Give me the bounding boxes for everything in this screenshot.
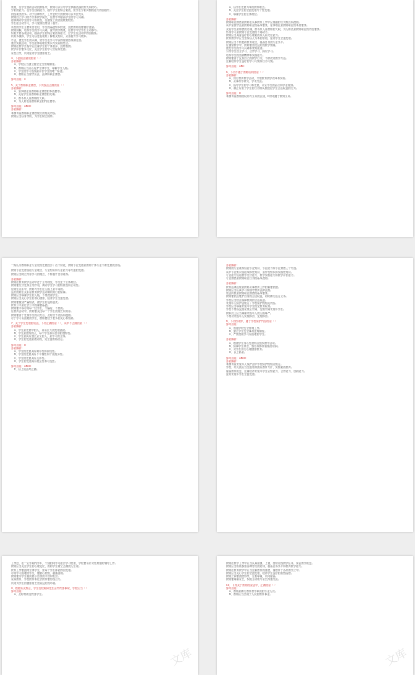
question-heading-line: 参考答案：C xyxy=(11,78,26,82)
document-page-1[interactable] xyxy=(2,0,198,237)
body-text-line: 的因素也很多。对于这种形式，工作量较大的教师可以考虑先从 xyxy=(11,12,84,16)
body-text-line: C、指导学生的学习和发展，评定学生的品行和学业成绩。 xyxy=(229,83,296,87)
body-text-line: 依法执教是教师职业道德的基本要求。 xyxy=(226,292,271,295)
body-text-line: 家庭教育、学校教育和社会教育要形成合力。 xyxy=(11,578,63,582)
body-text-line: 专业道德是教师职业行为的基本准则。 xyxy=(226,277,271,280)
body-text-line: 良好的师生关系是教育教学活动顺利进行的保障。 xyxy=(11,290,69,294)
body-text-line: 教师应当关心学生的全面发展，培养学生良好的思想品德。 xyxy=(226,571,294,575)
page-5-text xyxy=(11,562,189,671)
question-heading-line: 答案解析： xyxy=(226,282,239,286)
body-text-line: 教育公平是社会公平的重要基础。 xyxy=(11,303,50,307)
body-text-line: 学校不得违反国家规定开除、变相开除未成年学生。 xyxy=(226,308,286,312)
body-text-line: 教育教学中应当坚持以人为本的原则，促进学生全面发展。 xyxy=(226,37,294,41)
body-text-line: D、以上都是。 xyxy=(229,351,247,355)
body-text-line: D、学生的发展具有稳定性和可变性。 xyxy=(14,359,58,363)
body-text-line: 教学评价要多元化，关注学生的学习过程和发展。 xyxy=(11,48,69,52)
body-text-line: 教师自己学习的方式和教学模式，在教学中提高学生的学习兴趣。 xyxy=(11,15,87,19)
question-heading-line: 答案解析： xyxy=(11,60,24,63)
body-text-line: 在师生关系中，教师与学生在人格上是平等的。 xyxy=(11,287,66,291)
body-text-line: 通过实践活动，学生能够将理论知识与实际相结合。 xyxy=(11,41,71,45)
body-text-line: D、教师应当遵守宪法、法律和职业道德。 xyxy=(14,73,63,76)
body-text-line: 其中专业知识包括本体性知识、条件性知识和实践性知识。 xyxy=(226,270,294,274)
body-text-line: 教师应当尊重学生的人格，不得歧视学生。 xyxy=(11,294,61,297)
body-text-line: 不得对未成年人实施体罚、变相体罚。 xyxy=(226,314,271,318)
body-text-line: 积极开展各项活动，提高学生的综合素质和能力，让学生在活动中得到锻炼。 xyxy=(11,32,100,35)
question-heading-line: 参考答案：ABCD xyxy=(11,365,32,368)
body-text-line: 教师要尊重家长，积极主动地与家长沟通交流。 xyxy=(226,578,281,582)
body-text-line: 教师要善于反思自己的教学行为，不断改进教学方法。 xyxy=(226,56,289,60)
body-text-line: B、教师应当关心爱护全体学生，尊重学生人格。 xyxy=(14,66,71,70)
page-3-text xyxy=(11,264,189,528)
question-heading-line: 答案解析： xyxy=(11,277,24,281)
body-text-line: D、学生的发展是被动的，完全由教师决定。 xyxy=(14,338,66,342)
question-heading-line: 答案解析： xyxy=(11,86,24,90)
body-text-line: 教师要依法维护自身的合法权益，同时履行法定义务。 xyxy=(226,295,289,299)
body-text-line: B、保障学生休息、娱乐和体育锻炼的时间。 xyxy=(229,344,281,348)
body-text-line: 方法，激发学生的兴趣，使学生在学习中获得成就感和满足感。 xyxy=(11,38,84,42)
body-text-line: 分析的能力。在学生创新能力、提升学生的综合素质，使学生分析问题的能力得到提升。 xyxy=(11,9,113,13)
page-4-text xyxy=(226,264,404,528)
body-text-line: A、加强学校安全管理工作。 xyxy=(229,326,262,330)
question-heading-line: 参考答案：D xyxy=(226,92,241,95)
body-text-line: 激发学生的学习兴趣和求知欲望。 xyxy=(226,47,265,50)
body-text-line: C、对学生进行心理健康教育。 xyxy=(229,348,265,351)
body-text-line: 对待学习困难的学生，要耐心细致，循循善诱。 xyxy=(11,571,66,575)
body-text-line: 未成年人保护法规定了学校保护的相关内容。 xyxy=(226,301,278,305)
question-heading-line: 答案解析： xyxy=(226,73,239,77)
body-text-line: B、关爱学生是教师职业道德的灵魂。 xyxy=(14,93,58,97)
question-heading-line: 5、关于教师职业道德，下列说法正确的是（ ） xyxy=(11,83,66,87)
body-text-line: 教师在教育教学中应当注重德育的渗透，寓德育于各科教学之中。 xyxy=(226,568,302,572)
body-text-line: 本题考查教师职业道德规范的相关内容。 xyxy=(11,111,58,115)
document-page-2[interactable] xyxy=(217,0,413,237)
question-heading-line: 答案解析： xyxy=(226,17,239,21)
question-heading-line: 答案解析： xyxy=(11,346,24,350)
body-text-line: 对于学习有困难的学生，教师要给予更多的关心和帮助。 xyxy=(11,316,76,320)
body-text-line: 注重培养学生良好的学习习惯和行为习惯。 xyxy=(226,60,276,63)
body-text-line: A、以学生发展为本的教育理念。 xyxy=(229,6,268,9)
question-heading-line: 答案解析： xyxy=(226,359,239,363)
question-heading-line: 4、下面说法错误的是（ ） xyxy=(11,56,43,60)
body-text-line: 专业能力包括教学设计能力、教学实施能力和教学评价能力。 xyxy=(226,273,297,277)
body-text-line: B、建立学生安全事故处理制度。 xyxy=(229,329,268,333)
body-text-line: B、学生的发展具有不平衡性和个别差异性。 xyxy=(14,353,66,357)
body-text-line: 教师要充分发挥主导作用，调动学生学习的积极性和主动性。 xyxy=(11,284,82,288)
body-text-line: A、教师是履行教育教学职责的专业人员。 xyxy=(229,590,278,593)
body-text-line: 教师专业发展包括专业理念、专业知识和专业能力等方面的发展。 xyxy=(11,269,87,273)
body-text-line: 该校的学生主要来自农村，学生的基础知识较差，因此教师需要做好准备。 xyxy=(11,25,97,29)
body-text-line: 教师的专业素养包括专业知识、专业能力和专业道德三个方面。 xyxy=(226,267,299,271)
body-text-line: 家校合作，共同促进学生健康成长。 xyxy=(11,51,53,55)
document-page-3[interactable] xyxy=(2,258,198,532)
body-text-line: 教职员工应当尊重未成年人的人格尊严。 xyxy=(226,311,273,315)
body-text-line: 教育工作要面向全体学生，使每个学生都能得到发展。 xyxy=(11,568,74,572)
body-text-line: 教师应当认真学习和遵守教育法律法规。 xyxy=(226,288,273,292)
body-text-line: 能够调动学生的学习积极性，在课堂上的表现效果较好。 xyxy=(11,19,76,22)
body-text-line: 工作量，在一定学期内学年，个别的同学可能会学习较差，学校要有针对性地做好辅导工作。 xyxy=(11,562,118,565)
question-heading-line: 参考答案： xyxy=(226,323,239,327)
body-text-line: 教师要为学生提供展示自我的平台和机会。 xyxy=(11,575,61,578)
body-text-line: 其中爱国守法是教师职业的基本要求，爱岗敬业是教师职业的本质要求。 xyxy=(226,24,309,28)
body-text-line: A、学生的发展具有顺序性和阶段性。 xyxy=(14,350,58,353)
question-heading-line: 参考答案：D xyxy=(11,343,26,347)
body-text-line: 教师要平等对待每一位学生，不偏爱、不歧视。 xyxy=(11,307,66,310)
body-text-line: 教师应当树立终身学习的理念，不断提升自身素养。 xyxy=(11,272,71,276)
body-text-line: D、为人师表是教师职业的内在要求。 xyxy=(14,99,58,103)
body-text-line: 教师要做到严慈相济，做学生的良师益友。 xyxy=(11,300,61,304)
question-heading-line: 参考答案：ABCD xyxy=(11,105,32,108)
body-text-line: 培养学生的创新精神和实践能力。 xyxy=(226,53,265,57)
body-text-line: 学校应当尊重未成年学生的受教育权利。 xyxy=(226,305,273,308)
body-text-line: 教师在教学工作中应当认真备课、上课，按时完成教学任务，保证教学质量。 xyxy=(226,562,315,565)
body-text-line: B、学生是独特的人，每个学生都有自身的独特性。 xyxy=(14,331,73,335)
body-text-line: 教师应当具备良好的心理素质和人际交往能力。 xyxy=(226,34,281,37)
body-text-line: 本题考查未成年人保护法中学校保护的相关规定。 xyxy=(226,363,284,366)
body-text-line: 学生能主动学习，学习成绩也得到了提升。 xyxy=(11,22,61,26)
body-text-line: C、学生是具有独立意义的人，是学习的主体。 xyxy=(14,335,68,338)
body-text-line: 教师要善于发现学生的闪光点，及时给予表扬和鼓励。 xyxy=(11,313,74,317)
body-text-line: 终身学习是教师专业发展的不竭动力。 xyxy=(226,30,271,34)
question-heading-line: 答案解析： xyxy=(11,108,24,112)
body-text-line: A、进行教育教学活动，开展教育教学改革和实验。 xyxy=(229,77,288,80)
watermark: 文库 xyxy=(168,646,194,669)
body-text-line: B、关注学生的全面发展与个性发展。 xyxy=(229,9,273,13)
body-text-line: 学校应当依法保障教师的合法权益。 xyxy=(226,298,268,302)
body-text-line: 学校、幼儿园应当全面贯彻国家教育方针，实施素质教育。 xyxy=(226,366,294,370)
body-text-line: A、及时救助受伤害学生。 xyxy=(14,593,45,597)
body-text-line: 本题考查教师的权利与义务的区别，D选项属于教师义务。 xyxy=(226,95,293,99)
page-2-text xyxy=(226,6,404,233)
body-text-line: 教师在教学过程中应注重学生的个体差异，因材施教。 xyxy=(11,45,74,48)
body-text-line: A、根据学生身心发展特点组织教学活动。 xyxy=(229,341,278,345)
body-text-line: 教师之间要团结协作，互相尊重，共同提高。 xyxy=(226,575,278,578)
question-heading-line: 10、下列关于教师的说法中，正确的是（ ） xyxy=(226,583,277,587)
question-heading-line: 6、下列不属于教师权利的是（ ） xyxy=(226,70,265,74)
body-text-line: 教师职业道德是教师在从事教育工作中应遵循的行为规范和准则。 xyxy=(226,21,302,24)
question-heading-line: 7、关于学生发展的说法，下列正确的是（ ），其中不正确的是（ ） xyxy=(11,322,89,325)
body-text-line: 教师应当不断更新教育观念，提高自身的专业水平。 xyxy=(226,40,286,44)
body-text-line: 教育法律法规是教师从事教育工作的重要依据。 xyxy=(226,285,281,289)
question-heading-line: 答案解析： xyxy=(11,325,24,329)
body-text-line: B、从事科学研究、学术交流。 xyxy=(229,80,265,84)
body-text-line: 教师应当积极参加各种形式的培训，提高业务水平和教育教学能力。 xyxy=(226,565,304,569)
body-text-line: 共同为学生的健康成长创造良好的环境。 xyxy=(11,581,58,585)
body-text-line: 一般认为教师职业专业化的发展经历了若干阶段，教师专业发展是教师个体专业不断发展的历程。 xyxy=(11,264,123,267)
body-text-line: 促进未成年学生全面发展。 xyxy=(226,372,258,376)
body-text-line: A、爱岗敬业是教师职业道德的本质要求。 xyxy=(14,90,63,93)
document-page-4[interactable] xyxy=(217,258,413,532)
body-text-line: 在教育活动中，教师要关注每一个学生的成长和进步。 xyxy=(11,310,74,314)
body-text-line: C、教书育人是教师的天职。 xyxy=(14,96,47,100)
body-text-line: 教师应当关心学生的身心健康，促进学生全面发展。 xyxy=(11,297,71,301)
question-heading-line: 答案解析： xyxy=(226,338,239,342)
body-text-line: 关爱学生是师德的灵魂，教书育人是教师的天职，为人师表是教师职业的内在要求。 xyxy=(226,27,322,31)
body-text-line: 利用多媒体，学生可以更直观地了解相关知识，从而提升学习效率。 xyxy=(11,35,89,39)
question-heading-line: 8、下列选项中，属于学校保护内容的是（ ） xyxy=(226,320,278,323)
body-text-line: 教师在教育教学活动中处于主导地位，学生处于主体地位。 xyxy=(11,281,79,284)
body-text-line: 教师讲解，培养学生的学习兴趣，提升教学效果，在教学中让学生主动参与。 xyxy=(11,28,100,32)
body-text-line: 教师应当以身作则，为学生树立榜样。 xyxy=(11,114,56,118)
body-text-line: C、严禁歧视学习有困难的学生。 xyxy=(229,333,268,336)
body-text-line: 在课堂教学中，教师要创设良好的教学情境。 xyxy=(226,43,278,47)
watermark: 文库 xyxy=(383,646,409,669)
body-text-line: 教师应当关注学生的心理变化，帮助学生树立正确的人生观。 xyxy=(11,565,82,569)
question-heading-line: 参考答案： xyxy=(11,590,24,593)
body-text-line: C、学生的发展具有互补性。 xyxy=(14,356,47,360)
body-text-line: C、尊重学生的主体地位。 xyxy=(229,12,260,16)
body-text-line: C、学生的学习成绩是评价学生的唯一标准。 xyxy=(14,69,66,73)
question-heading-line: 参考答案：ABC xyxy=(226,65,245,69)
body-text-line: A、学校应当建立健全安全管理制度。 xyxy=(14,63,58,67)
body-text-line: D、制止有害于学生的行为或其他侵犯学生合法权益的行为。 xyxy=(229,86,299,90)
question-heading-line: 参考答案：ABCD xyxy=(226,356,247,360)
document-page-6[interactable] xyxy=(217,556,413,675)
body-text-line: 策划，在学生创新活动的排练中，教师可以引导学生掌握表演的形式和技巧。 xyxy=(11,6,100,9)
page-1-text xyxy=(11,6,189,233)
question-heading-line: 参考答案： xyxy=(226,586,239,590)
body-text-line: B、教师应当忠诚于人民的教育事业。 xyxy=(229,593,273,597)
document-page-5[interactable] xyxy=(2,556,198,675)
body-text-line: 引导学生自主学习、合作学习、探究学习。 xyxy=(226,50,276,54)
page-6-text xyxy=(226,562,404,671)
body-text-line: A、学生是发展中的人，具有巨大的发展潜能。 xyxy=(14,328,68,332)
body-text-line: 提高教育质量，注重培养未成年学生认知能力、合作能力、创新能力。 xyxy=(226,369,307,373)
question-heading-line: 9、根据有关规定，学生在校期间发生意外伤害事故，学校应当（ ） xyxy=(11,586,89,590)
question-heading-line: 答案解析： xyxy=(226,264,239,267)
body-text-line: E、以上说法均正确。 xyxy=(14,368,39,372)
